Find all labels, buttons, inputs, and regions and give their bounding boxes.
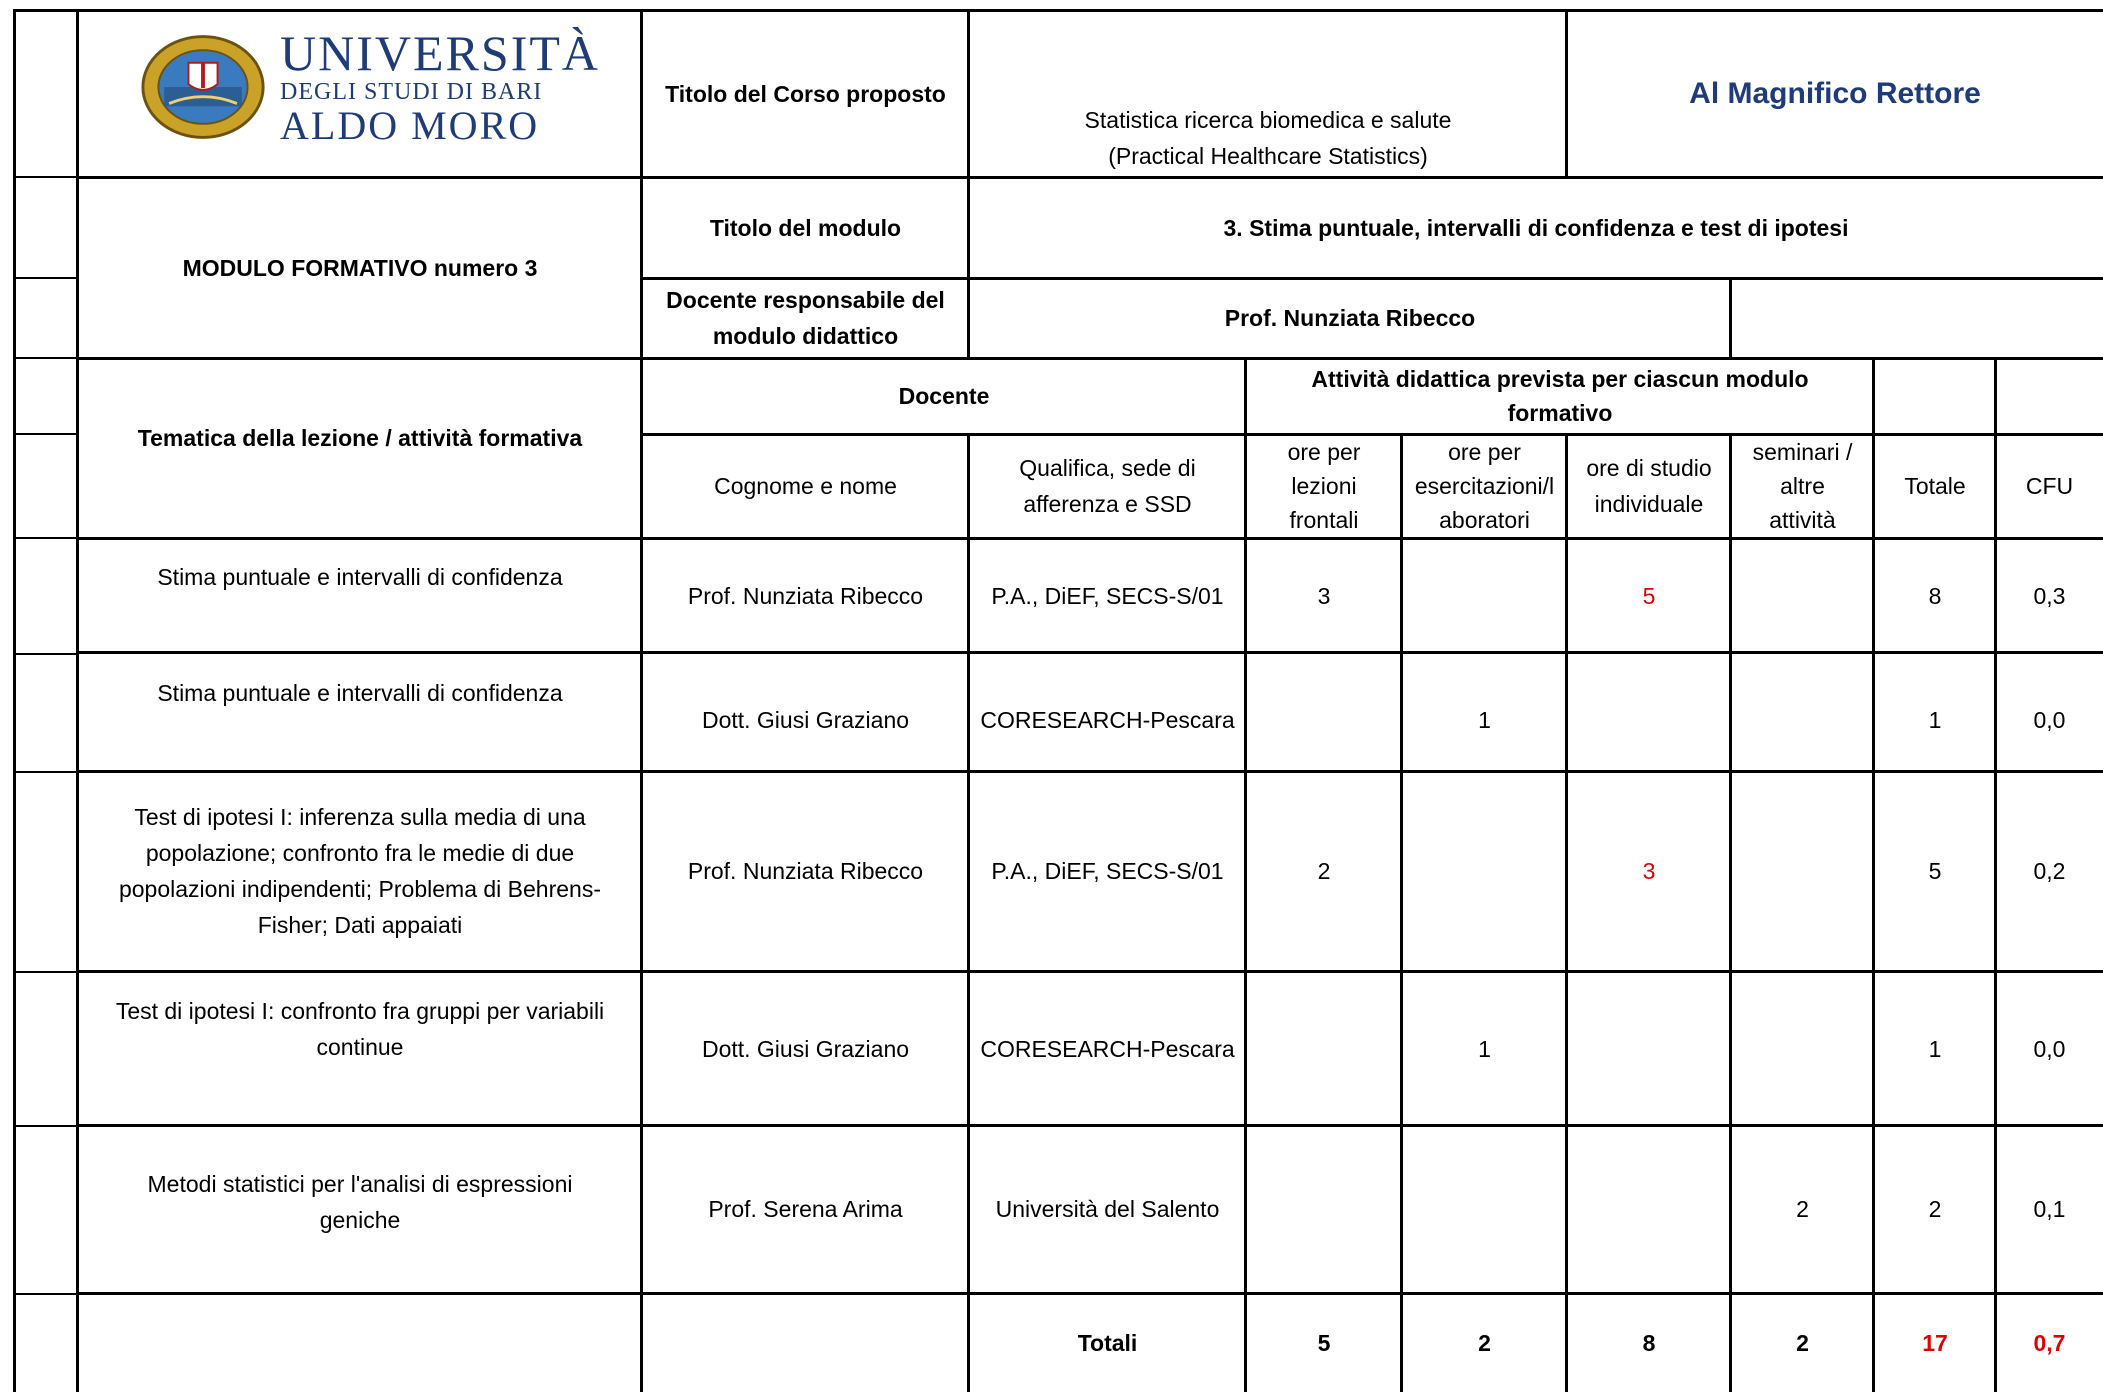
grid-line (640, 277, 2103, 280)
table-row-qual: CORESEARCH-Pescara (980, 707, 1235, 733)
table-row-lezioni: 2 (1317, 858, 1331, 884)
grid-line (76, 1124, 2103, 1127)
grid-line (967, 178, 970, 358)
table-row-studio: 5 (1642, 583, 1656, 609)
col-header-esercitazioni-line-1: ore per (1448, 439, 1521, 465)
table-row-topic (78, 972, 642, 1126)
col-header-totale: Totale (1904, 473, 1966, 499)
col-header-qual-line-1: Qualifica, sede di (1019, 455, 1196, 481)
grid-line (967, 10, 970, 178)
module-lead-label-line-2: modulo didattico (712, 323, 899, 349)
table-row-lezioni (1246, 972, 1402, 1126)
col-header-seminari-line-2: altre (1780, 473, 1825, 499)
grid-line (1729, 278, 1732, 358)
table-row-lezioni: 3 (1317, 583, 1331, 609)
table-row-name: Dott. Giusi Graziano (701, 1036, 910, 1062)
grid-line (1565, 10, 1568, 178)
grid-line (13, 1125, 78, 1127)
grid-line (13, 277, 78, 279)
grid-line (640, 10, 643, 1392)
grid-line (76, 10, 79, 1392)
logo-line-1: UNIVERSITÀ (280, 25, 600, 81)
table-row-studio (1567, 1126, 1731, 1292)
module-lead-label-line-1: Docente responsabile del (666, 287, 945, 313)
col-header-esercitazioni-line-2: esercitazioni/l (1414, 473, 1555, 499)
grid-line (13, 433, 78, 435)
col-header-esercitazioni-line-3: aboratori (1439, 507, 1530, 533)
col-header-name: Cognome e nome (714, 473, 897, 499)
table-row-esercitazioni (1402, 538, 1567, 654)
grid-line (76, 1292, 2103, 1295)
topic-line: Test di ipotesi I: inferenza sulla media di una (134, 804, 586, 830)
col-header-seminari-line-1: seminari / (1752, 439, 1853, 465)
table-row-cfu: 0,0 (2033, 1036, 2066, 1062)
totals-esercitazioni: 2 (1478, 1330, 1491, 1356)
table-row-totale: 5 (1928, 858, 1942, 884)
col-header-lezioni-line-2: lezioni (1291, 473, 1357, 499)
grid-line (640, 433, 2103, 436)
col-header-esercitazioni (1402, 434, 1567, 538)
activity-header-line-2: formativo (1507, 400, 1613, 426)
activity-header (1246, 358, 1874, 434)
col-header-qual (969, 434, 1246, 538)
table-row-name: Prof. Serena Arima (708, 1196, 903, 1222)
course-title-value (969, 98, 1567, 178)
table-row-seminari (1731, 972, 1874, 1126)
table-row-studio (1567, 972, 1731, 1126)
table-row-totale: 2 (1928, 1196, 1942, 1222)
course-title-line-1: Statistica ricerca biomedica e salute (1084, 107, 1452, 133)
table-row-seminari (1731, 538, 1874, 654)
table-row-qual: CORESEARCH-Pescara (980, 1036, 1235, 1062)
module-lead-label (642, 278, 969, 358)
grid-line (76, 537, 2103, 540)
table-row-esercitazioni (1402, 772, 1567, 970)
table-row-totale: 8 (1928, 583, 1942, 609)
addressee: Al Magnifico Rettore (1689, 77, 1981, 110)
totals-totale: 17 (1922, 1330, 1948, 1356)
grid-line (13, 771, 78, 773)
topic-line: Test di ipotesi I: confronto fra gruppi per variabili (115, 998, 605, 1024)
grid-line (13, 9, 2103, 12)
col-header-cfu: CFU (2025, 473, 2074, 499)
logo-line-2: DEGLI STUDI DI BARI (280, 79, 543, 105)
totals-label: Totali (1077, 1330, 1138, 1356)
table-row-lezioni (1246, 654, 1402, 770)
course-title-line-2: (Practical Healthcare Statistics) (1108, 143, 1428, 169)
table-row-topic (78, 772, 642, 970)
module-title-value: 3. Stima puntuale, intervalli di confidenza e test di ipotesi (1223, 215, 1849, 241)
table-row-esercitazioni (1402, 1126, 1567, 1292)
col-header-studio-line-2: individuale (1594, 491, 1704, 517)
totals-studio: 8 (1642, 1330, 1656, 1356)
grid-line (76, 176, 2103, 179)
table-row-seminari (1731, 772, 1874, 970)
topic-line: continue (316, 1034, 404, 1060)
module-lead-value: Prof. Nunziata Ribecco (1224, 305, 1476, 331)
col-header-seminari (1731, 434, 1874, 538)
col-header-lezioni-line-3: frontali (1289, 507, 1359, 533)
grid-line (1994, 358, 1997, 1392)
docente-header: Docente (898, 383, 990, 409)
logo-line-3: ALDO MORO (280, 103, 540, 148)
table-row-esercitazioni: 1 (1478, 1036, 1491, 1062)
module-title-label: Titolo del modulo (709, 215, 902, 241)
topic-line: Metodi statistici per l'analisi di espressioni (147, 1171, 573, 1197)
topic-line: popolazione; confronto fra le medie di due (145, 840, 575, 866)
grid-line (76, 770, 2103, 773)
grid-line (76, 357, 2103, 360)
table-row-topic (78, 654, 642, 732)
topic-line: Fisher; Dati appaiati (257, 912, 463, 938)
activity-header-line-1: Attività didattica prevista per ciascun modulo (1311, 366, 1809, 392)
col-header-studio-line-1: ore di studio (1586, 455, 1712, 481)
table-row-topic (78, 1126, 642, 1292)
university-seal-icon (140, 32, 266, 142)
totals-seminari: 2 (1796, 1330, 1809, 1356)
grid-line (13, 1293, 78, 1295)
col-header-studio (1567, 434, 1731, 538)
table-row-cfu: 0,3 (2033, 583, 2066, 609)
grid-line (13, 971, 78, 973)
table-row-studio: 3 (1642, 858, 1656, 884)
table-row-totale: 1 (1928, 1036, 1942, 1062)
table-row-cfu: 0,0 (2033, 707, 2066, 733)
module-label: MODULO FORMATIVO numero 3 (182, 255, 538, 281)
table-row-name: Dott. Giusi Graziano (701, 707, 910, 733)
topic-line: geniche (319, 1207, 401, 1233)
table-row-topic (78, 538, 642, 616)
grid-line (1565, 434, 1568, 1392)
table-row-lezioni (1246, 1126, 1402, 1292)
col-header-seminari-line-3: attività (1769, 507, 1836, 533)
topic-line: popolazioni indipendenti; Problema di Behrens- (118, 876, 602, 902)
topic-line: Stima puntuale e intervalli di confidenza (157, 564, 563, 590)
col-header-lezioni (1246, 434, 1402, 538)
table-row-seminari: 2 (1796, 1196, 1809, 1222)
grid-line (1400, 434, 1403, 1392)
table-row-cfu: 0,2 (2033, 858, 2066, 884)
grid-line (13, 357, 78, 359)
grid-line (1872, 358, 1875, 1392)
grid-line (76, 970, 2103, 973)
table-row-name: Prof. Nunziata Ribecco (687, 583, 924, 609)
col-header-lezioni-line-1: ore per (1287, 439, 1361, 465)
grid-line (13, 537, 78, 539)
table-row-qual: P.A., DiEF, SECS-S/01 (991, 583, 1224, 609)
topic-header: Tematica della lezione / attività formativa (137, 425, 583, 451)
table-row-totale: 1 (1928, 707, 1942, 733)
totals-lezioni: 5 (1317, 1330, 1331, 1356)
grid-line (1244, 358, 1247, 1392)
university-logo (140, 22, 600, 152)
grid-line (1729, 434, 1732, 1392)
grid-line (967, 434, 970, 1392)
totals-cfu: 0,7 (2033, 1330, 2066, 1356)
table-row-esercitazioni: 1 (1478, 707, 1491, 733)
grid-line (13, 653, 78, 655)
course-title-label: Titolo del Corso proposto (665, 81, 946, 107)
grid-line (13, 176, 78, 178)
table-row-studio (1567, 654, 1731, 770)
table-row-name: Prof. Nunziata Ribecco (687, 858, 924, 884)
col-header-qual-line-2: afferenza e SSD (1023, 491, 1192, 517)
topic-line: Stima puntuale e intervalli di confidenza (157, 680, 563, 706)
table-row-cfu: 0,1 (2033, 1196, 2066, 1222)
table-row-qual: Università del Salento (995, 1196, 1220, 1222)
grid-line (13, 10, 16, 1392)
table-row-seminari (1731, 654, 1874, 770)
grid-line (76, 651, 2103, 654)
table-row-qual: P.A., DiEF, SECS-S/01 (991, 858, 1224, 884)
